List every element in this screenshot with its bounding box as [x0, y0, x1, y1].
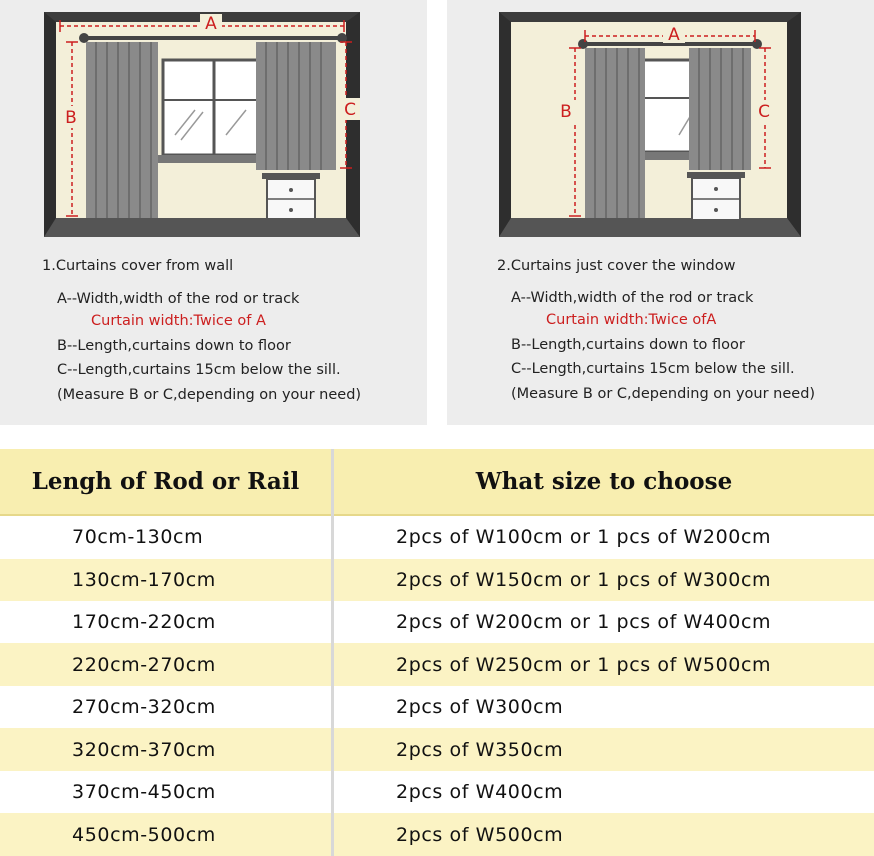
- size-choice-cell: 2pcs of W350cm: [333, 728, 874, 770]
- label-c: C: [758, 102, 770, 122]
- panel-title: 1.Curtains cover from wall: [42, 258, 234, 274]
- diagram-panel-cover-window: [447, 0, 874, 425]
- header-size-choice: What size to choose: [333, 449, 874, 515]
- measure-note: (Measure B or C,depending on your need): [511, 386, 816, 402]
- size-choice-cell: 2pcs of W100cm or 1 pcs of W200cm: [333, 515, 874, 559]
- table-row: [0, 601, 874, 643]
- table-row: [0, 771, 874, 813]
- panel-title: 2.Curtains just cover the window: [497, 258, 736, 274]
- size-chart-table: [0, 449, 874, 856]
- length-c-note: C--Length,curtains 15cm below the sill.: [57, 362, 341, 378]
- measure-note: (Measure B or C,depending on your need): [57, 387, 362, 403]
- rod-length-cell: 450cm-500cm: [0, 813, 333, 856]
- table-row: [0, 686, 874, 728]
- table-row: [0, 515, 874, 559]
- size-choice-cell: 2pcs of W250cm or 1 pcs of W500cm: [333, 643, 874, 685]
- length-b-note: B--Length,curtains down to floor: [511, 337, 745, 353]
- diagram-panel-cover-wall: [0, 0, 427, 425]
- floor: [499, 218, 801, 237]
- width-note: A--Width,width of the rod or track: [57, 291, 300, 307]
- floor: [44, 218, 360, 237]
- width-note: A--Width,width of the rod or track: [511, 290, 754, 306]
- rod-length-cell: 370cm-450cm: [0, 771, 333, 813]
- rod-length-cell: 270cm-320cm: [0, 686, 333, 728]
- curtain-width-note: Curtain width:Twice ofA: [546, 312, 717, 328]
- size-choice-cell: 2pcs of W500cm: [333, 813, 874, 856]
- rod-length-cell: 320cm-370cm: [0, 728, 333, 770]
- size-choice-cell: 2pcs of W200cm or 1 pcs of W400cm: [333, 601, 874, 643]
- label-c: C: [344, 100, 356, 120]
- header-rod-length: Lengh of Rod or Rail: [0, 449, 333, 515]
- rod-length-cell: 220cm-270cm: [0, 643, 333, 685]
- label-a: A: [205, 14, 217, 34]
- table-header-row: [0, 449, 874, 515]
- table-row: [0, 559, 874, 601]
- length-c-note: C--Length,curtains 15cm below the sill.: [511, 361, 795, 377]
- length-b-note: B--Length,curtains down to floor: [57, 338, 291, 354]
- rod-length-cell: 170cm-220cm: [0, 601, 333, 643]
- label-a: A: [668, 25, 680, 45]
- curtain-right: [256, 42, 336, 170]
- rod-length-cell: 70cm-130cm: [0, 515, 333, 559]
- curtain-width-note: Curtain width:Twice of A: [91, 313, 266, 329]
- size-choice-cell: 2pcs of W400cm: [333, 771, 874, 813]
- label-b: B: [65, 108, 77, 128]
- size-choice-cell: 2pcs of W150cm or 1 pcs of W300cm: [333, 559, 874, 601]
- label-b: B: [560, 102, 572, 122]
- size-choice-cell: 2pcs of W300cm: [333, 686, 874, 728]
- rod-length-cell: 130cm-170cm: [0, 559, 333, 601]
- table-row: [0, 813, 874, 856]
- table-row: [0, 643, 874, 685]
- table-row: [0, 728, 874, 770]
- window-sill: [158, 155, 270, 163]
